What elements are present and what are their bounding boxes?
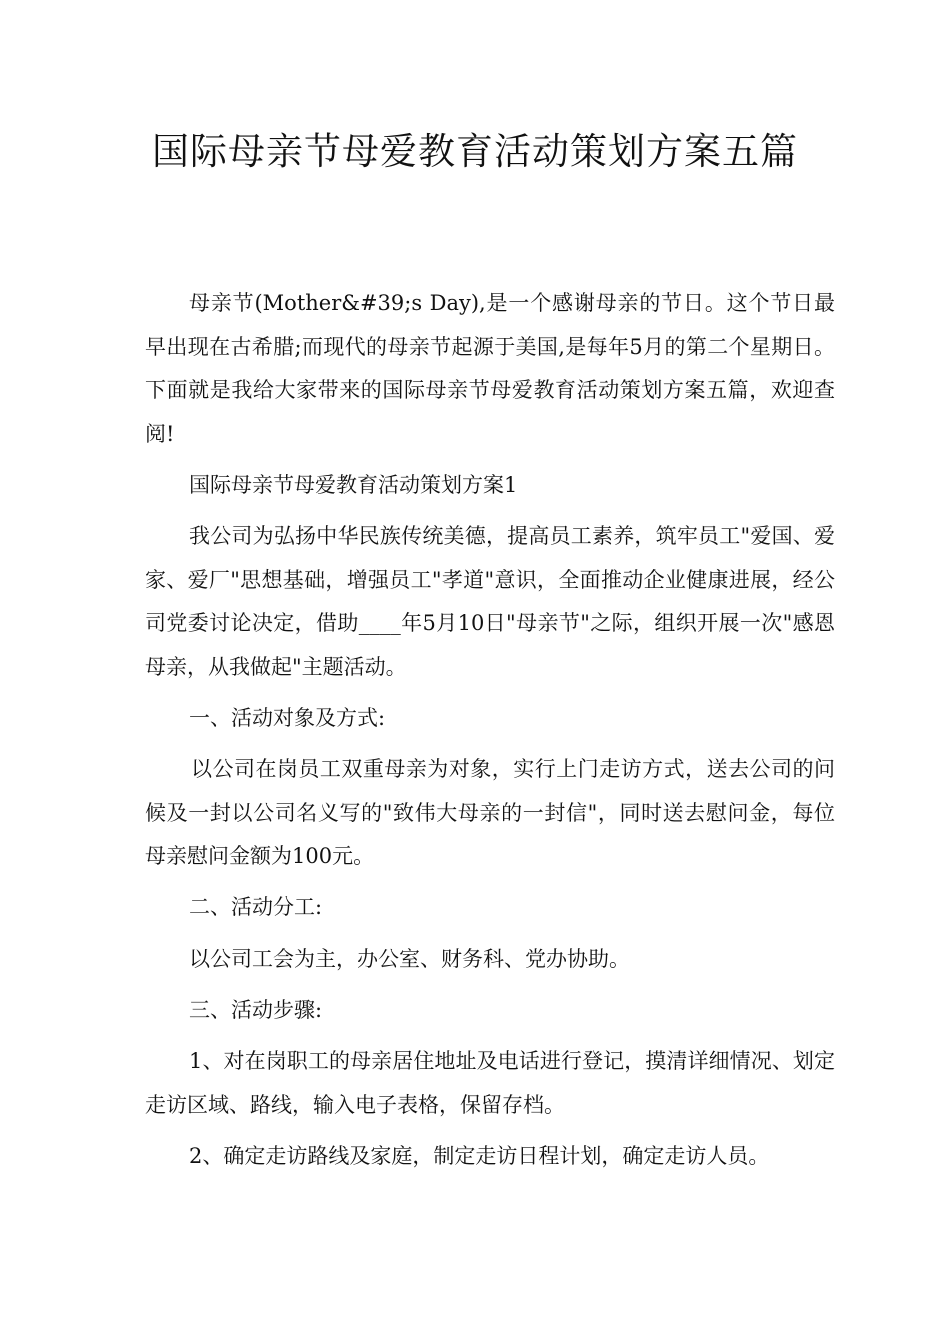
document-body: [145, 282, 835, 1186]
plan-1-paragraph: 我公司为弘扬中华民族传统美德，提高员工素养，筑牢员工"爱国、爱家、爱厂"思想基础，增强员工"孝道"意识，全面推动企业健康进展，经公司党委讨论决定，借助____年5月10日"母亲节"之际，组织开展一次"感恩母亲，从我做起"主题活动。: [145, 524, 835, 679]
document-title: 国际母亲节母爱教育活动策划方案五篇: [152, 130, 798, 173]
heading-activity-division: 二、活动分工:: [189, 895, 323, 920]
intro-paragraph: 母亲节(Mother&#39;s Day),是一个感谢母亲的节日。这个节日最早出现在古希腊;而现代的母亲节起源于美国,是每年5月的第二个星期日。下面就是我给大家带来的国际母亲节母爱教育活动策划方案五篇，欢迎查阅!: [145, 291, 835, 446]
heading-activity-target: 一、活动对象及方式:: [189, 705, 386, 730]
heading-activity-steps: 三、活动步骤:: [189, 998, 323, 1023]
step-2-paragraph: 2、确定走访路线及家庭，制定走访日程计划，确定走访人员。: [189, 1144, 770, 1169]
section-heading-plan-1: 国际母亲节母爱教育活动策划方案1: [189, 472, 518, 497]
activity-target-paragraph: 以公司在岗员工双重母亲为对象，实行上门走访方式，送去公司的问候及一封以公司名义写的"致伟大母亲的一封信"，同时送去慰问金，每位母亲慰问金额为100元。: [145, 757, 835, 869]
step-1-paragraph: 1、对在岗职工的母亲居住地址及电话进行登记，摸清详细情况、划定走访区域、路线，输入电子表格，保留存档。: [145, 1049, 835, 1117]
activity-division-paragraph: 以公司工会为主，办公室、财务科、党办协助。: [189, 946, 630, 971]
